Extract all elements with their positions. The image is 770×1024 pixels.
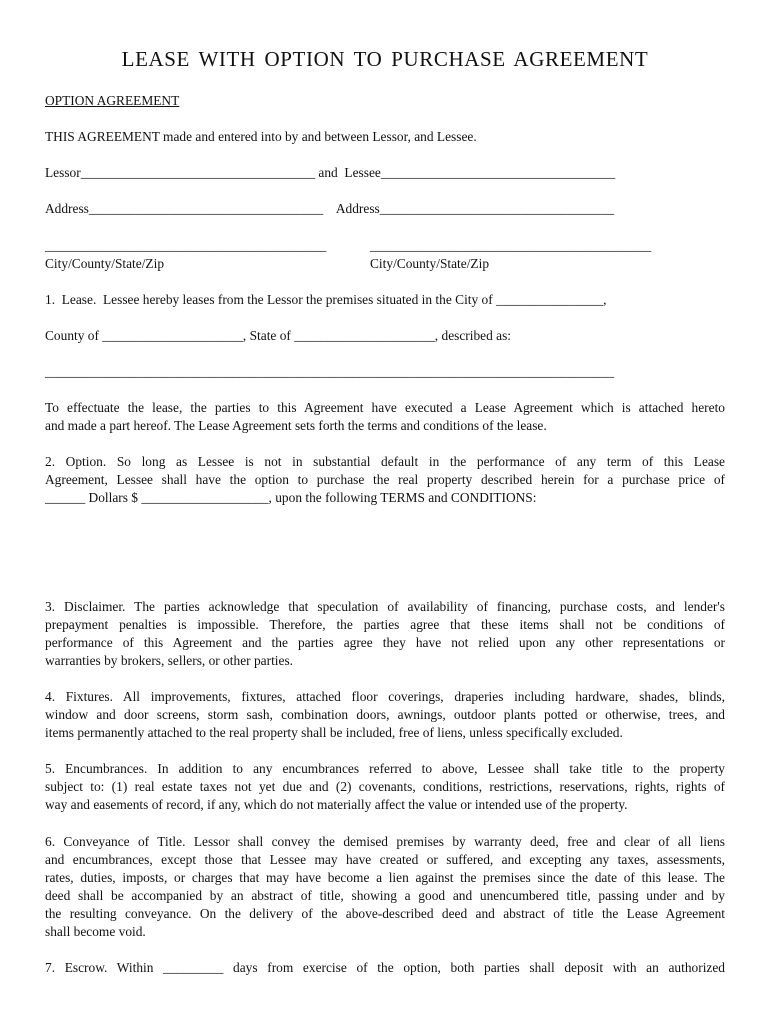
paragraph-line: and encumbrances, except those that Lessee may have created or suffered, and excepting any taxes, assessments, <box>45 852 725 867</box>
city-label-right: City/County/State/Zip <box>370 256 490 271</box>
intro-text: THIS AGREEMENT made and entered into by and between Lessor, and Lessee. <box>45 129 477 144</box>
paragraph-line: 3. Disclaimer. The parties acknowledge that speculation of availability of financing, purchase costs, and lender's <box>45 599 725 614</box>
conveyance-paragraph <box>45 833 725 941</box>
paragraph-line: shall become void. <box>45 924 146 939</box>
document-title: LEASE WITH OPTION TO PURCHASE AGREEMENT <box>121 47 649 71</box>
paragraph-line: ______ Dollars $ ___________________, upon the following TERMS and CONDITIONS: <box>45 490 537 505</box>
paragraph-line: Agreement, Lessee shall have the option to purchase the real property described herein for a purchase price of <box>45 472 725 487</box>
paragraph-line: the resulting conveyance. On the delivery of the above-described deed and abstract of title the Lease Agreement <box>45 906 725 921</box>
paragraph-line: and made a part hereof. The Lease Agreement sets forth the terms and conditions of the lease. <box>45 418 547 433</box>
paragraph-line: 4. Fixtures. All improvements, fixtures, attached floor coverings, draperies including hardware, shades, blinds, <box>45 689 725 704</box>
county-state-line: County of _____________________, State of _____________________, described as: <box>45 328 512 343</box>
address-line: Address___________________________________ Address___________________________________ <box>45 201 615 216</box>
paragraph-line: 6. Conveyance of Title. Lessor shall convey the demised premises by warranty deed, free and clear of all liens <box>45 834 725 849</box>
disclaimer-paragraph <box>45 598 725 670</box>
lessor-lessee-line: Lessor___________________________________ and Lessee___________________________________ <box>45 165 616 180</box>
paragraph-line: rates, duties, imposts, or charges that may have become a lien against the premises since the date of this lease. The <box>45 870 725 885</box>
paragraph-line: items permanently attached to the real property shall be included, free of liens, unless specifically excluded. <box>45 725 623 740</box>
blank-line-left: __________________________________________ <box>45 238 327 253</box>
blank-line-right: __________________________________________ <box>370 238 652 253</box>
paragraph-line: deed shall be accompanied by an abstract of title, showing a good and unencumbered title, passing under and by <box>45 888 725 903</box>
paragraph-line: prepayment penalties is impossible. Therefore, the parties agree that these items shall not be conditions of <box>45 617 725 632</box>
paragraph-line: subject to: (1) real estate taxes not yet due and (2) covenants, conditions, restrictions, reservations, rights, rights of <box>45 779 725 794</box>
paragraph-line: 5. Encumbrances. In addition to any encumbrances referred to above, Lessee shall take title to the property <box>45 761 725 776</box>
encumbrances-paragraph <box>45 760 725 814</box>
described-as-blank: _____________________________________________________________________________________ <box>45 364 615 379</box>
paragraph-line: 2. Option. So long as Lessee is not in substantial default in the performance of any term of this Lease <box>45 454 725 469</box>
paragraph-line: window and door screens, storm sash, combination doors, awnings, outdoor plants potted or otherwise, trees, and <box>45 707 725 722</box>
escrow-paragraph <box>45 959 725 977</box>
section-heading: OPTION AGREEMENT <box>45 93 180 108</box>
paragraph-line: warranties by brokers, sellers, or other parties. <box>45 653 294 668</box>
paragraph-line: To effectuate the lease, the parties to this Agreement have executed a Lease Agreement which is attached hereto <box>45 400 725 415</box>
city-label-left: City/County/State/Zip <box>45 256 165 271</box>
effectuate-paragraph <box>45 399 725 435</box>
fixtures-paragraph <box>45 688 725 742</box>
paragraph-line: 7. Escrow. Within _________ days from exercise of the option, both parties shall deposit with an authorized <box>45 960 725 975</box>
paragraph-line: way and easements of record, if any, which do not materially affect the value or intended use of the property. <box>45 797 628 812</box>
option-paragraph <box>45 453 725 507</box>
lease-clause: 1. Lease. Lessee hereby leases from the Lessor the premises situated in the City of ________________, <box>45 292 607 307</box>
paragraph-line: performance of this Agreement and the parties agree they have not relied upon any other representations or <box>45 635 725 650</box>
